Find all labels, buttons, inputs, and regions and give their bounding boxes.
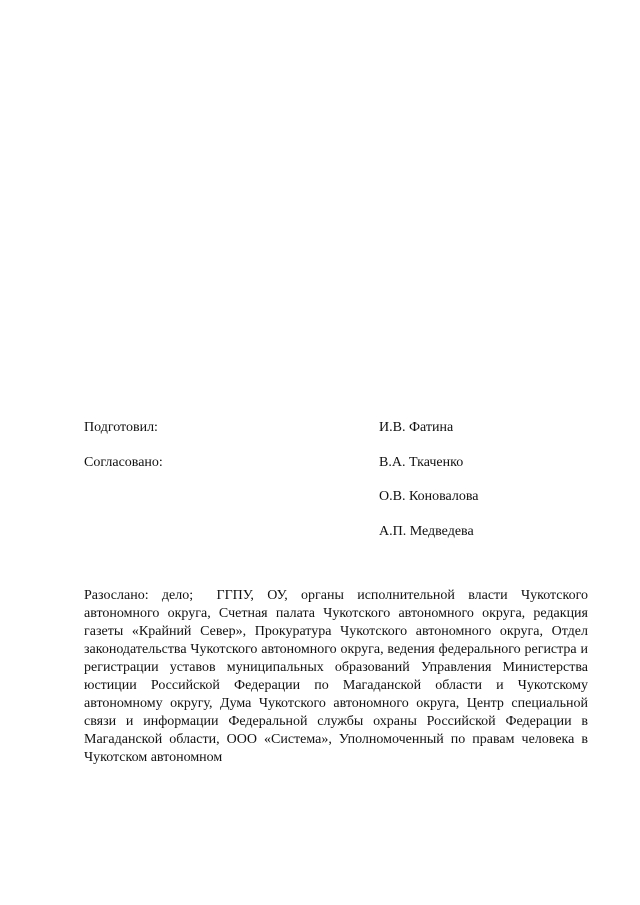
agreed-row-3 <box>84 522 564 542</box>
distribution-list <box>84 587 588 767</box>
agreed-name-3: А.П. Медведева <box>379 524 474 539</box>
distribution-label: Разослано: дело; <box>84 588 194 603</box>
agreed-row <box>84 453 564 473</box>
prepared-name: И.В. Фатина <box>379 420 454 435</box>
distribution-text: ГГПУ, ОУ, органы исполнительной власти Чукотского автономного округа, Счетная палата Чукотского автономного округа, редакция газеты «Крайний Север», Прокуратура Чукотского автономного округа, Отдел законодательства Чукотского автономного округа, ведения федерального регистра и регистрации уставов муниципальных образований Управления Министерства юстиции Российской Федерации по Магаданской области и Чукотскому автономному округу, Дума Чукотского автономного округа, Центр специальной связи и информации Федеральной службы охраны Российской Федерации в Магаданской области, ООО «Система», Уполномоченный по правам человека в Чукотском автономном <box>84 588 588 765</box>
agreed-label: Согласовано: <box>84 455 163 470</box>
agreed-name-2: О.В. Коновалова <box>379 489 479 504</box>
agreed-row-2 <box>84 487 564 507</box>
prepared-label: Подготовил: <box>84 420 158 435</box>
prepared-row <box>84 418 564 438</box>
agreed-name-1: В.А. Ткаченко <box>379 455 464 470</box>
